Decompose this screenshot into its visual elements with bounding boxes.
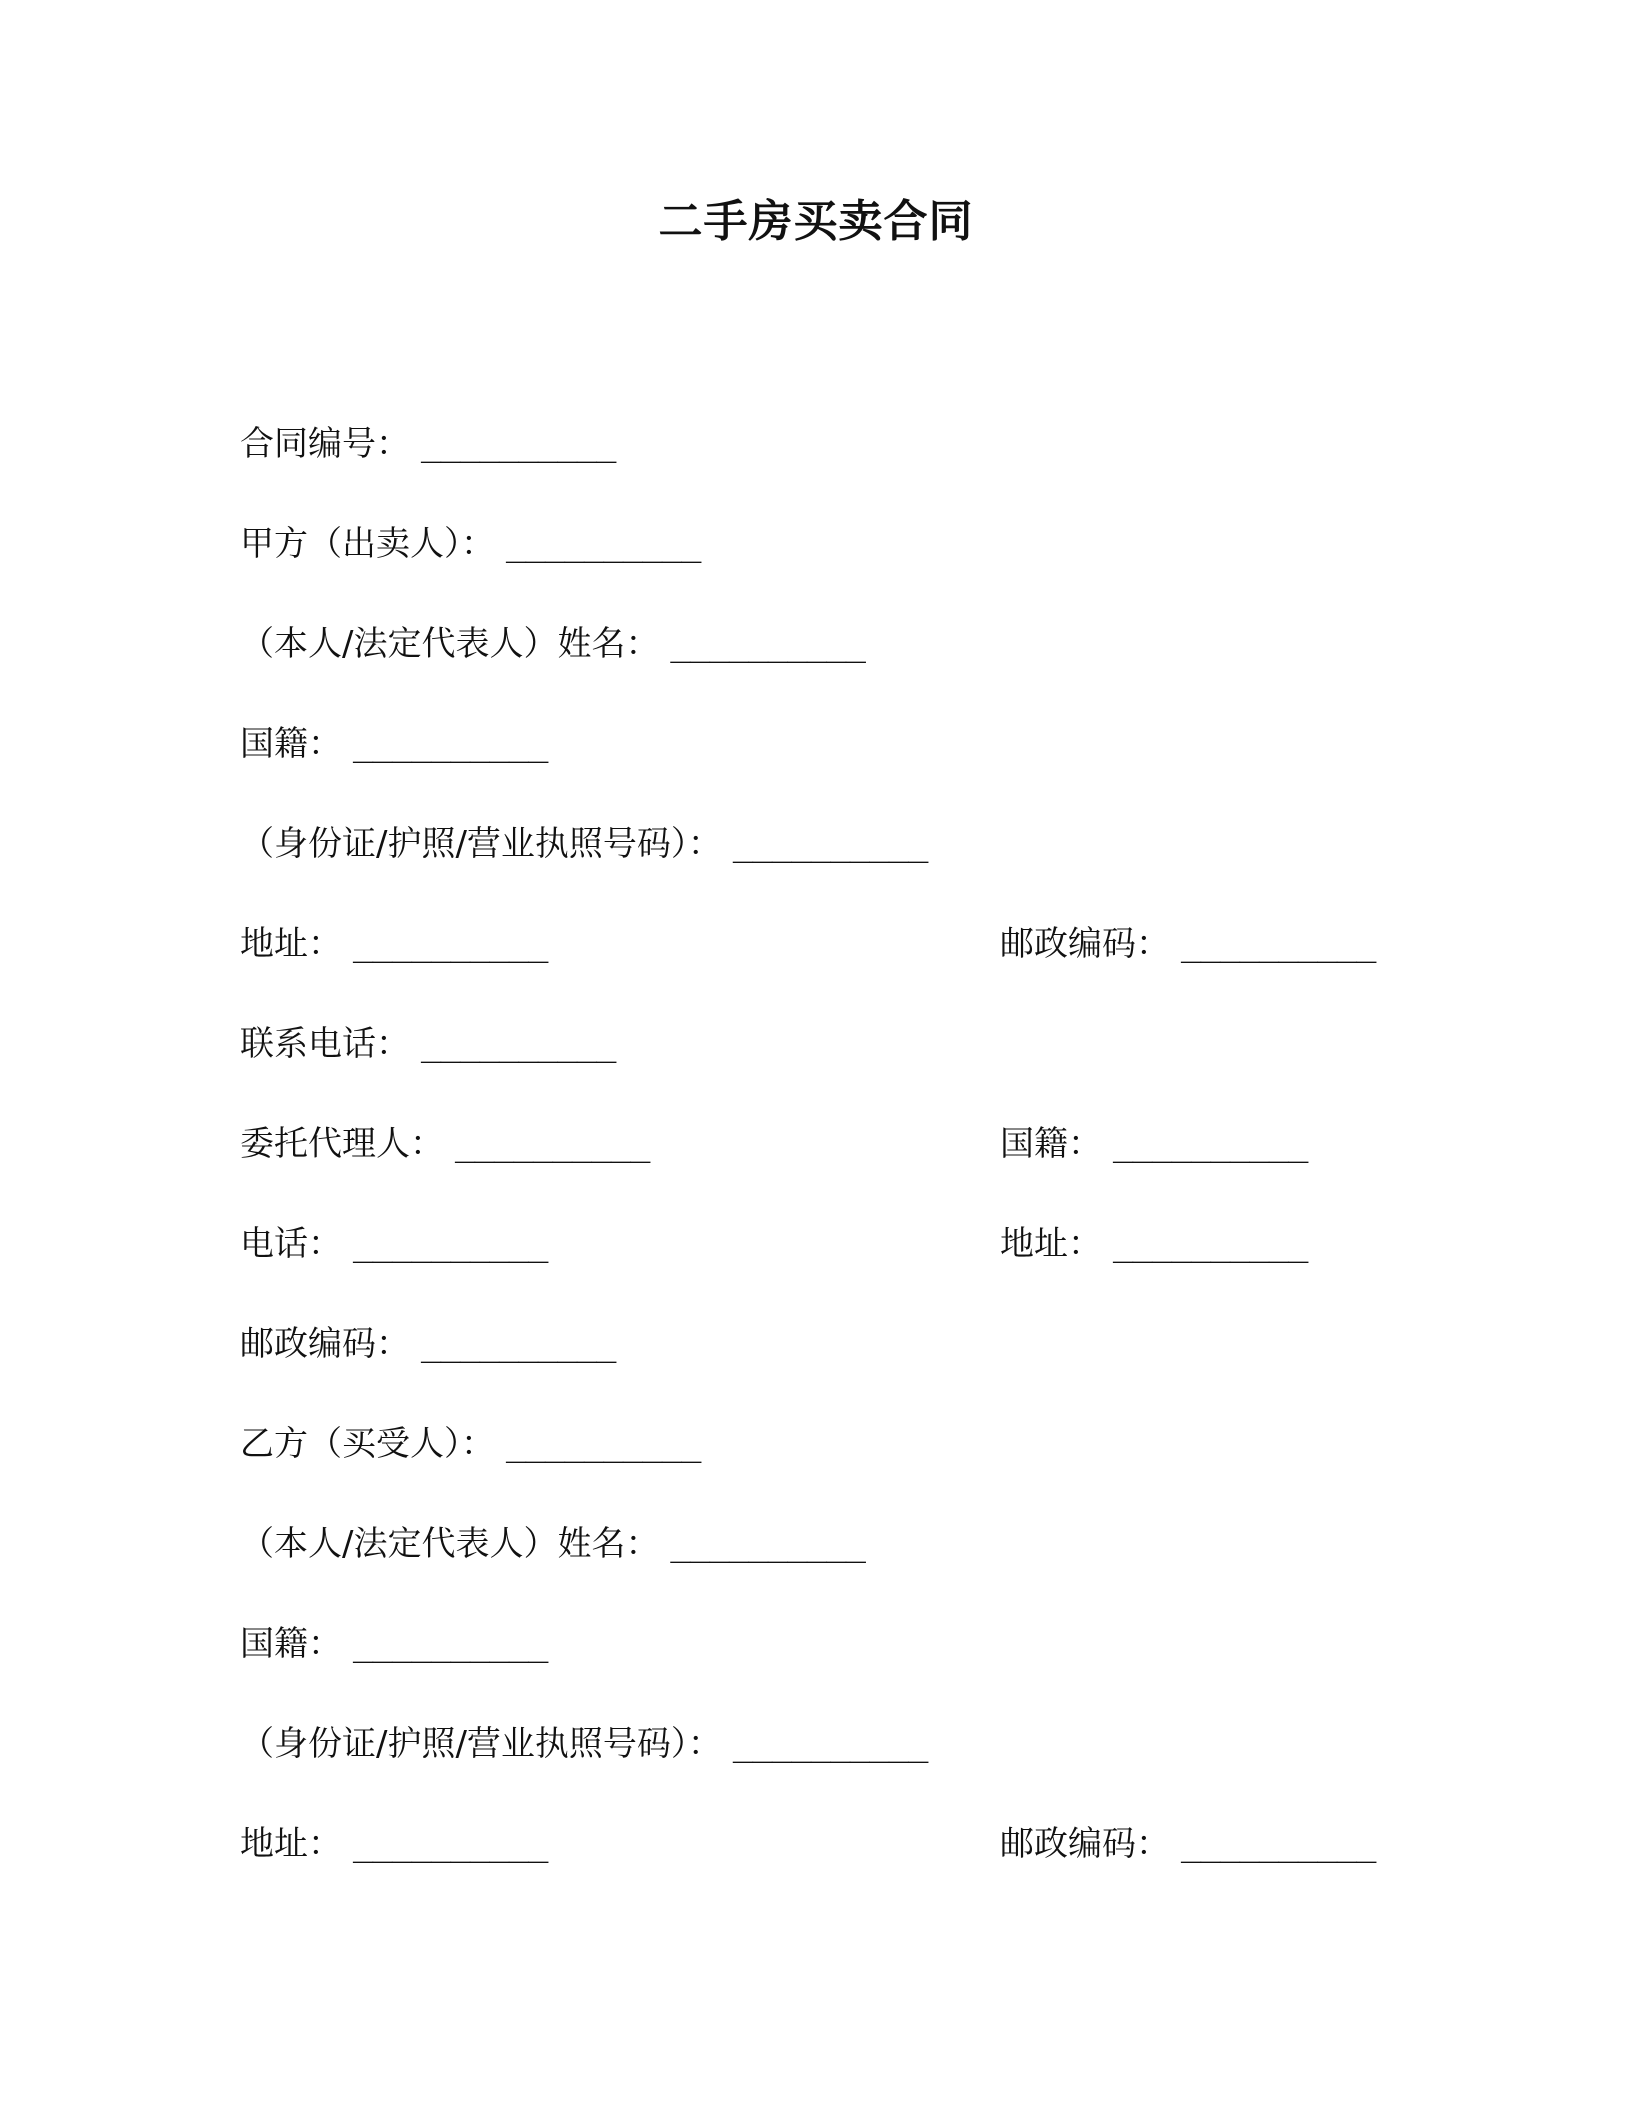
field-agent-phone [240,1220,548,1268]
field-party-a-nationality [240,720,548,768]
fill-blank: __________ [505,524,701,564]
fill-blank: __________ [352,1624,548,1664]
fill-blank: __________ [454,1124,650,1164]
field-label: 乙方（买受人）： [240,1424,495,1464]
field-agent [240,1120,650,1168]
field-label: 甲方（出卖人）： [240,524,495,564]
field-label: 地址： [1000,1224,1102,1264]
fill-blank: __________ [505,1424,701,1464]
field-party-b-address [240,1820,548,1868]
fill-blank: __________ [732,1724,928,1764]
fill-blank: __________ [352,1824,548,1864]
field-label: 国籍： [240,1624,342,1664]
fill-blank: __________ [352,924,548,964]
field-party-b-nationality [240,1620,548,1668]
fill-blank: __________ [420,1324,616,1364]
field-contract-number [240,420,616,468]
field-label: 地址： [240,1824,342,1864]
field-agent-postcode [240,1320,616,1368]
field-label: 邮政编码： [240,1324,410,1364]
fill-blank: __________ [670,1524,865,1564]
field-party-a-id [240,820,927,868]
field-label: 委托代理人： [240,1124,444,1164]
field-party-b [240,1420,701,1468]
fill-blank: __________ [1180,924,1376,964]
field-party-a-phone [240,1020,616,1068]
fill-blank: __________ [732,824,928,864]
document-title: 二手房买卖合同 [658,196,974,247]
field-party-a-postcode [1000,920,1376,968]
field-agent-nationality [1000,1120,1308,1168]
field-agent-address [1000,1220,1308,1268]
field-label: 国籍： [1000,1124,1102,1164]
field-label: 邮政编码： [1000,924,1170,964]
fill-blank: __________ [352,724,548,764]
field-label: （本人/法定代表人）姓名： [240,1524,660,1564]
field-label: 联系电话： [240,1024,410,1064]
fill-blank: __________ [1112,1224,1308,1264]
field-party-b-postcode [1000,1820,1376,1868]
fill-blank: __________ [352,1224,548,1264]
field-label: （身份证/护照/营业执照号码）： [240,824,722,864]
field-label: 电话： [240,1224,342,1264]
field-label: （身份证/护照/营业执照号码）： [240,1724,722,1764]
fill-blank: __________ [420,1024,616,1064]
field-party-b-id [240,1720,927,1768]
field-label: 合同编号： [240,424,410,464]
field-label: 国籍： [240,724,342,764]
fill-blank: __________ [420,424,616,464]
field-label: （本人/法定代表人）姓名： [240,624,660,664]
field-party-b-name [240,1520,865,1568]
fill-blank: __________ [670,624,865,664]
field-label: 地址： [240,924,342,964]
field-party-a [240,520,701,568]
fill-blank: __________ [1180,1824,1376,1864]
field-label: 邮政编码： [1000,1824,1170,1864]
field-party-a-name [240,620,865,668]
field-party-a-address [240,920,548,968]
fill-blank: __________ [1112,1124,1308,1164]
